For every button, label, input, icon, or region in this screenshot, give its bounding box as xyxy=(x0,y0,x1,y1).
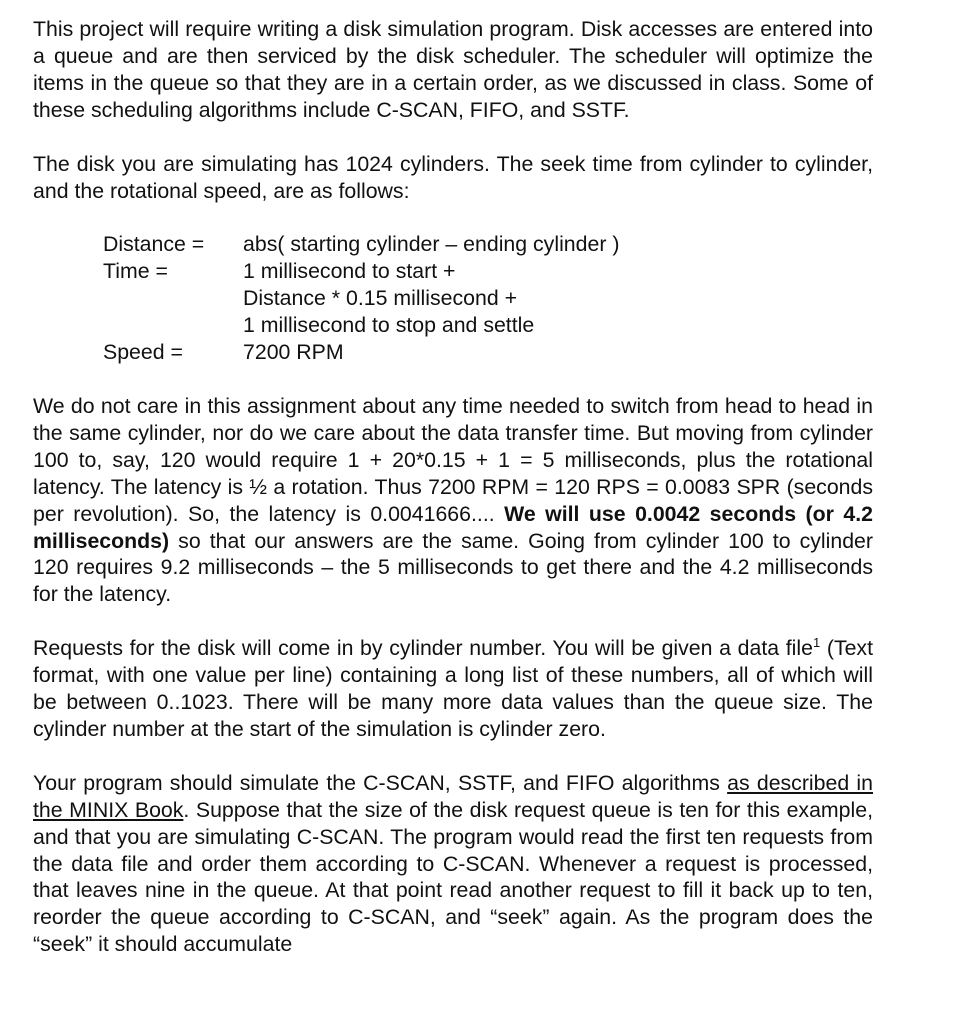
time-row xyxy=(103,258,873,285)
requests-paragraph xyxy=(33,635,873,743)
latency-bold-text: We will use 0.0042 seconds (or 4.2 milliseconds) xyxy=(33,501,873,553)
distance-label: Distance = xyxy=(103,232,205,257)
time-line-distance: Distance * 0.15 millisecond + xyxy=(243,286,518,311)
time-label: Time = xyxy=(103,259,168,284)
minix-book-link[interactable]: as described in the MINIX Book xyxy=(33,770,873,822)
intro-paragraph: This project will require writing a disk simulation program. Disk accesses are entered into a queue and are then serviced by the disk scheduler. The scheduler will optimize the items in the queue so that they are in a certain order, as we discussed in class. Some of these scheduling algorithms include C-SCAN, FIFO, and SSTF. xyxy=(33,17,873,122)
program-paragraph xyxy=(33,770,873,958)
seek-formula-block xyxy=(103,231,873,366)
distance-row xyxy=(103,231,873,258)
latency-paragraph xyxy=(33,393,873,608)
speed-row xyxy=(103,339,873,366)
latency-text: We do not care in this assignment about any time needed to switch from head to head in the same cylinder, nor do we care about the data transfer time. But moving from cylinder 100 to, say, 120 would require 1 + 20*0.15 + 1 = 5 milliseconds, plus the rotational latency. The latency is ½ a rotation. Thus 7200 RPM = 120 RPS = 0.0083 SPR (seconds per revolution). So, the latency is 0.0041666.... xyxy=(33,393,873,526)
disk-spec-paragraph: The disk you are simulating has 1024 cylinders. The seek time from cylinder to cylinder, and the rotational speed, are as follows: xyxy=(33,151,873,203)
time-row-2 xyxy=(103,285,873,312)
speed-label: Speed = xyxy=(103,340,183,365)
time-line-start: 1 millisecond to start + xyxy=(243,259,456,284)
latency-text-end: so that our answers are the same. Going from cylinder 100 to cylinder 120 requires 9.2 milliseconds – the 5 milliseconds to get there and the 4.2 milliseconds for the latency. xyxy=(33,528,873,607)
distance-value: abs( starting cylinder – ending cylinder ) xyxy=(243,232,620,257)
speed-value: 7200 RPM xyxy=(243,340,344,365)
requests-text: Requests for the disk will come in by cylinder number. You will be given a data file xyxy=(33,636,813,661)
requests-text-end: (Text format, with one value per line) containing a long list of these numbers, all of which will be between 0..1023. There will be many more data values than the queue size. The cylinder number at the start of the simulation is cylinder zero. xyxy=(33,636,873,741)
time-row-3 xyxy=(103,312,873,339)
program-text: Your program should simulate the C-SCAN, SSTF, and FIFO algorithms xyxy=(33,770,728,795)
program-text-end: . Suppose that the size of the disk request queue is ten for this example, and that you are simulating C-SCAN. The program would read the first ten requests from the data file and order them according to C-SCAN. Whenever a request is processed, that leaves nine in the queue. At that point read another request to fill it back up to ten, reorder the queue according to C-SCAN, and “seek” again. As the program does the “seek” it should accumulate xyxy=(33,797,873,957)
footnote-marker[interactable]: 1 xyxy=(812,635,821,651)
time-line-stop: 1 millisecond to stop and settle xyxy=(243,313,535,338)
